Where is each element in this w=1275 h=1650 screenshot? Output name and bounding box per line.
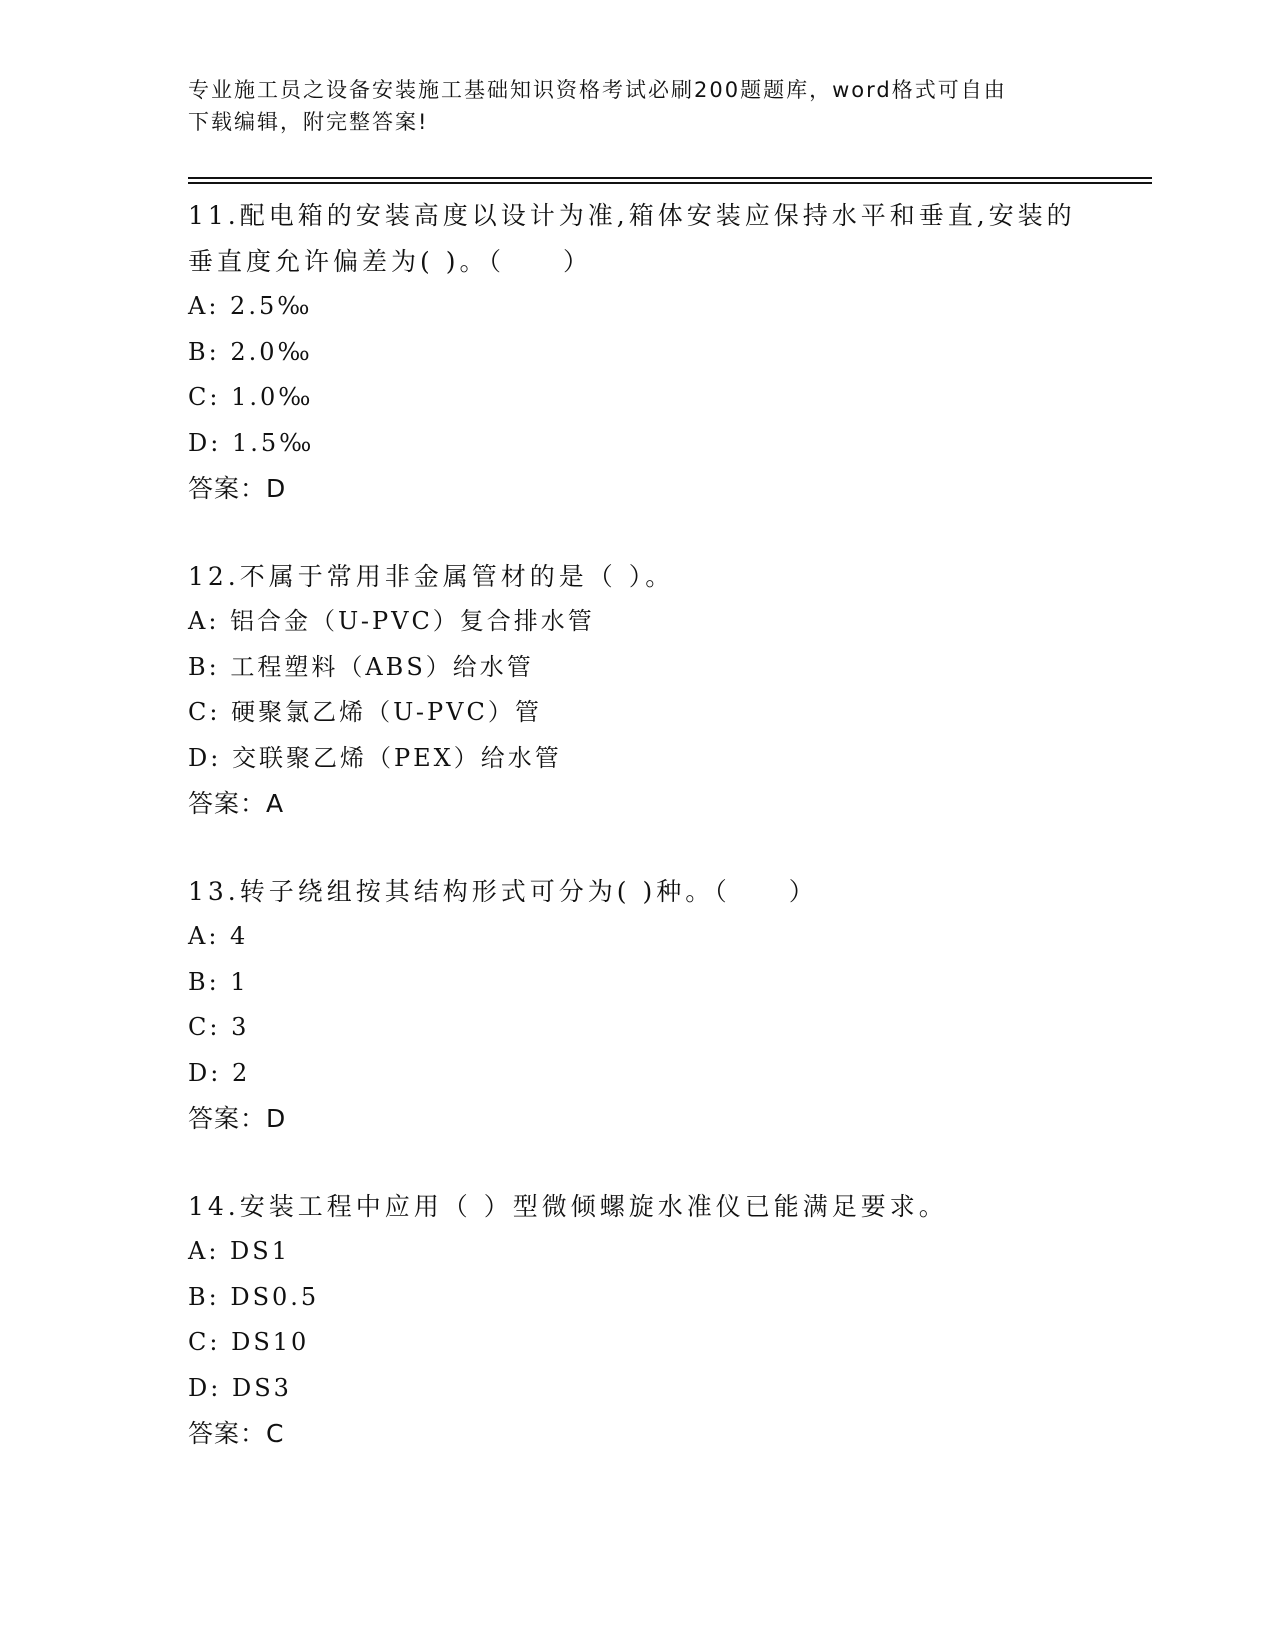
header-title-line-1: 专业施工员之设备安装施工基础知识资格考试必刷200题题库，word格式可自由 <box>188 78 1007 102</box>
question-13 <box>188 869 1088 1142</box>
option-c: C: 3 <box>188 1013 250 1041</box>
option-c: C: 硬聚氯乙烯（U-PVC）管 <box>188 698 542 726</box>
question-stem-line: 12.不属于常用非金属管材的是（ ）。 <box>188 561 675 591</box>
option-d: D: 1.5‰ <box>188 428 315 457</box>
header-divider-bottom <box>188 182 1152 184</box>
option-c: C: DS10 <box>188 1328 310 1356</box>
option-b: B: 2.0‰ <box>188 337 313 366</box>
option-b: B: DS0.5 <box>188 1282 320 1311</box>
question-14 <box>188 1184 1088 1457</box>
question-stem-line: 13.转子绕组按其结构形式可分为( )种。（ ） <box>188 876 818 906</box>
question-stem-line: 垂直度允许偏差为( )。（ ） <box>188 246 592 276</box>
answer-key: 答案：C <box>188 1419 285 1448</box>
question-12 <box>188 554 1088 827</box>
option-b: B: 1 <box>188 967 249 996</box>
document-header <box>188 74 1068 138</box>
question-list <box>188 193 1088 1457</box>
option-d: D: 2 <box>188 1058 251 1087</box>
option-a: A: 铝合金（U-PVC）复合排水管 <box>188 607 595 635</box>
option-d: D: DS3 <box>188 1373 292 1402</box>
header-title-line-2: 下载编辑，附完整答案! <box>188 110 429 134</box>
option-a: A: 4 <box>188 922 249 950</box>
option-a: A: DS1 <box>188 1237 290 1265</box>
question-11 <box>188 193 1088 512</box>
option-d: D: 交联聚乙烯（PEX）给水管 <box>188 743 562 772</box>
option-b: B: 工程塑料（ABS）给水管 <box>188 652 534 681</box>
option-a: A: 2.5‰ <box>188 292 313 320</box>
question-stem-line: 11.配电箱的安装高度以设计为准,箱体安装应保持水平和垂直,安装的 <box>188 201 1076 230</box>
answer-key: 答案：D <box>188 474 287 503</box>
question-stem-line: 14.安装工程中应用（ ）型微倾螺旋水准仪已能满足要求。 <box>188 1191 948 1221</box>
option-c: C: 1.0‰ <box>188 383 314 411</box>
header-divider-top <box>188 177 1152 179</box>
answer-key: 答案：D <box>188 1104 287 1133</box>
answer-key: 答案：A <box>188 789 285 818</box>
